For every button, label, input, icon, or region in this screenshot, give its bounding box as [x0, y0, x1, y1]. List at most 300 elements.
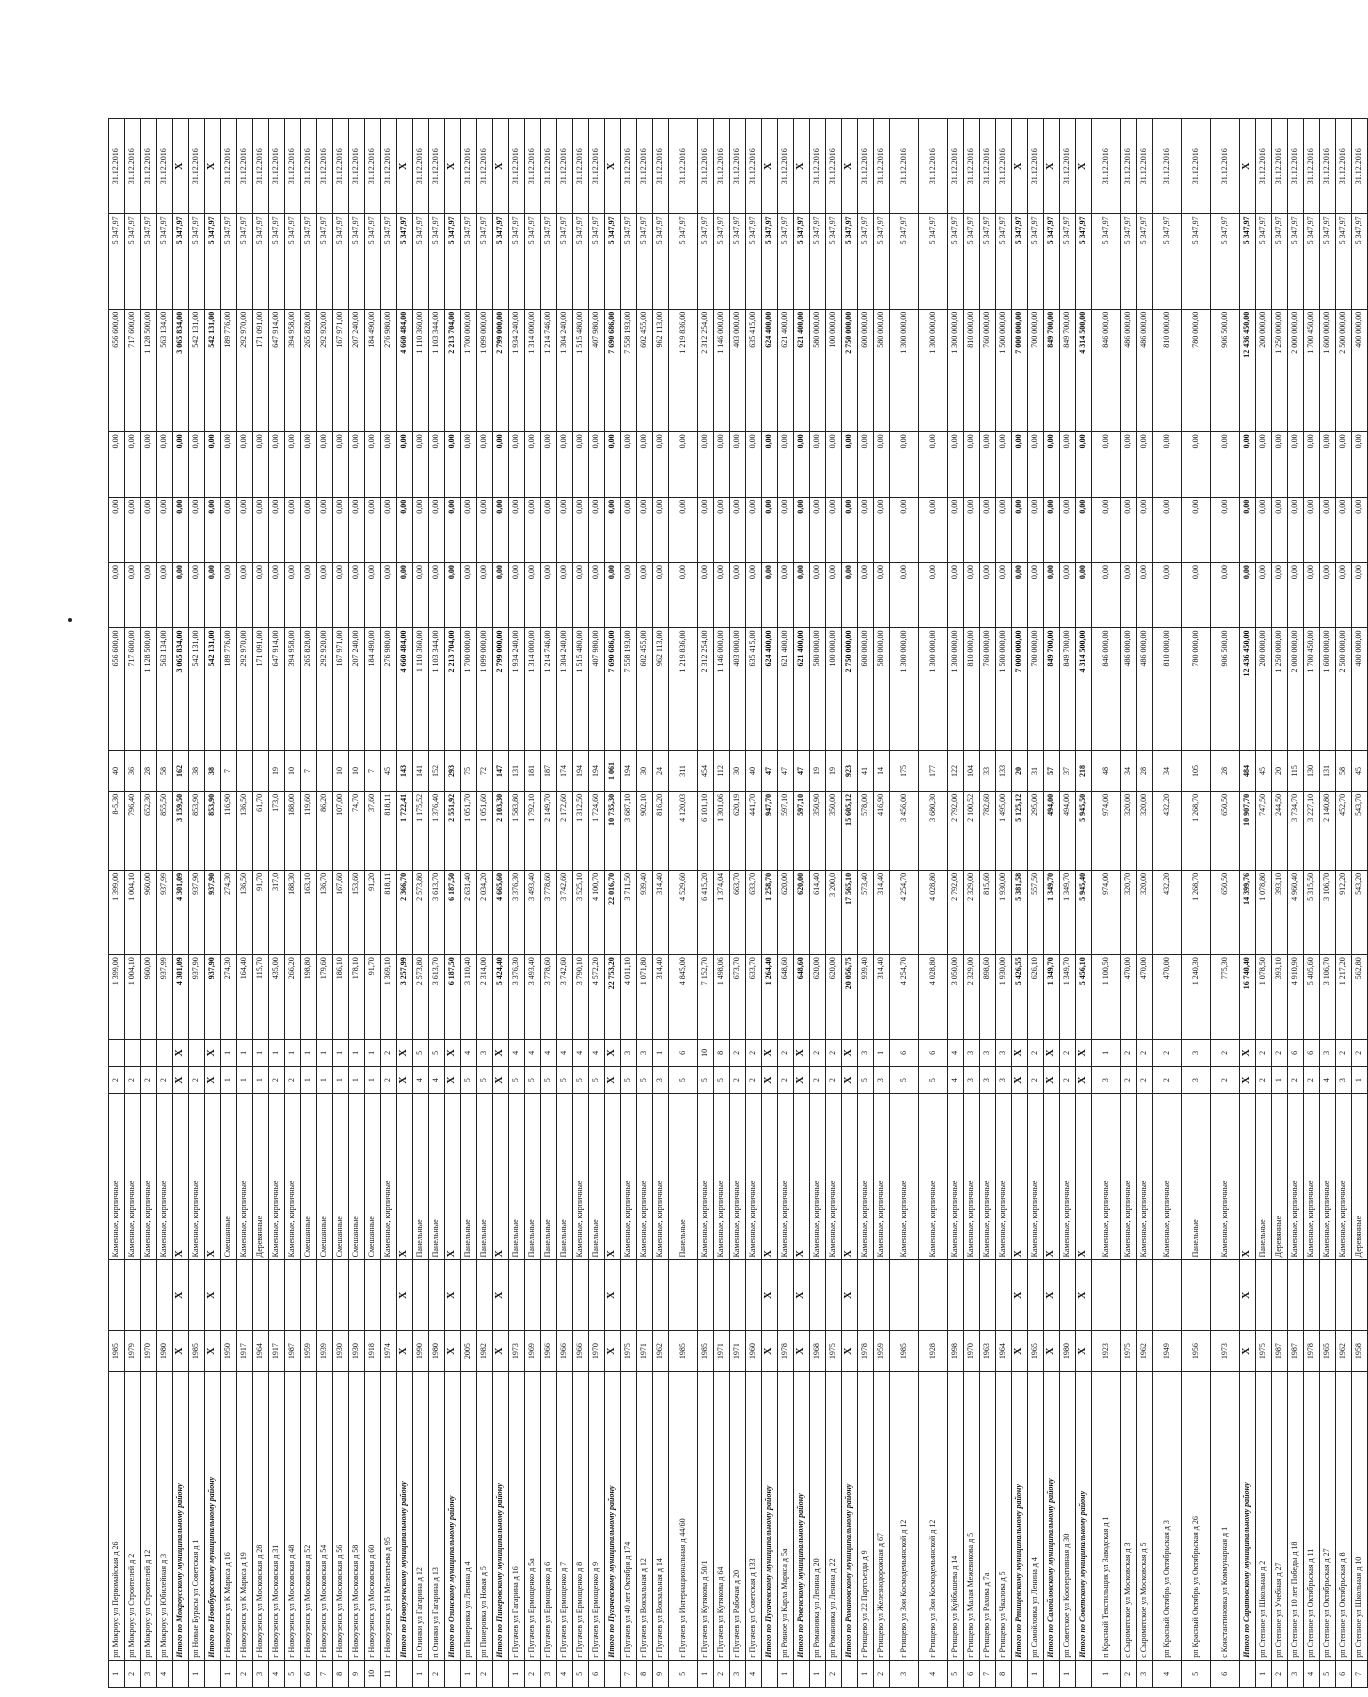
deadline-cell: 31.12.2016 [637, 119, 653, 214]
fund-cell: 0,00 [141, 563, 157, 628]
deadline-cell: 31.12.2016 [237, 119, 253, 214]
specific-cost-cell: 5 347,97 [653, 214, 669, 309]
table-row [1028, 119, 1044, 1688]
cost-cell: 563 134,00 [157, 628, 173, 751]
fund3-cell: 0,00 [253, 432, 269, 497]
year-cell: 1966 [573, 1331, 589, 1372]
year-cell: 1962 [653, 1331, 669, 1372]
specific-cost-cell: 5 347,97 [445, 214, 461, 309]
row-number: 4 [1153, 1660, 1182, 1687]
year-cell: 1962 [1336, 1331, 1352, 1372]
total-cost-cell: 1 934 240,00 [509, 309, 525, 432]
fund2-cell: 0,00 [1304, 497, 1320, 562]
house-type-cell [890, 1260, 919, 1331]
individual-area-cell: 37,60 [365, 791, 381, 870]
wall-material-cell: Каменные, кирпичные [730, 1094, 746, 1260]
year-cell: 1980 [1060, 1331, 1076, 1372]
year-cell: 1960 [746, 1331, 762, 1372]
wall-material-cell: X [397, 1094, 413, 1260]
entrances-cell: 2 [1352, 1039, 1368, 1066]
year-cell: 1923 [1092, 1331, 1121, 1372]
fund3-cell: 0,00 [285, 432, 301, 497]
fund3-cell: 0,00 [794, 432, 810, 497]
residents-cell: 104 [964, 751, 980, 792]
house-type-cell [189, 1260, 205, 1331]
fund3-cell: 0,00 [1288, 432, 1304, 497]
total-cost-cell: 1 250 000,00 [1272, 309, 1288, 432]
living-area-cell: 14 399,76 [1240, 870, 1256, 954]
residents-cell: 45 [381, 751, 397, 792]
row-number: 4 [919, 1660, 948, 1687]
table-row [141, 119, 157, 1688]
house-type-cell: X [762, 1260, 778, 1331]
cost-cell: 2 500 000,00 [1336, 628, 1352, 751]
wall-material-cell: Каменные, кирпичные [1211, 1094, 1240, 1260]
cost-cell: 189 776,00 [221, 628, 237, 751]
table-row [1320, 119, 1336, 1688]
fund-cell: 0,00 [1211, 563, 1240, 628]
fund3-cell: 0,00 [778, 432, 794, 497]
house-type-cell [125, 1260, 141, 1331]
living-area-cell: 663,70 [730, 870, 746, 954]
individual-area-cell: 2 140,80 [1320, 791, 1336, 870]
residents-cell: 38 [189, 751, 205, 792]
house-type-cell [980, 1260, 996, 1331]
total-area-cell: 3 376,30 [509, 955, 525, 1039]
residents-cell: 57 [1044, 751, 1060, 792]
wall-material-cell: Панельные [589, 1094, 605, 1260]
deadline-cell: 31.12.2016 [413, 119, 429, 214]
total-cost-cell: 1 099 000,00 [477, 309, 493, 432]
entrances-cell: 1 [365, 1039, 381, 1066]
total-area-cell: 2 329,00 [964, 955, 980, 1039]
wall-material-cell: Панельные [1182, 1094, 1211, 1260]
wall-material-cell: Каменные, кирпичные [189, 1094, 205, 1260]
fund-cell: 0,00 [919, 563, 948, 628]
deadline-cell: 31.12.2016 [1288, 119, 1304, 214]
total-area-cell: 626,10 [1028, 955, 1044, 1039]
specific-cost-cell: 5 347,97 [237, 214, 253, 309]
cost-cell: 580 000,00 [874, 628, 890, 751]
specific-cost-cell: 5 347,97 [349, 214, 365, 309]
wall-material-cell: Каменные, кирпичные [996, 1094, 1012, 1260]
specific-cost-cell: 5 347,97 [509, 214, 525, 309]
wall-material-cell: Панельные [557, 1094, 573, 1260]
deadline-cell: 31.12.2016 [317, 119, 333, 214]
house-type-cell [1060, 1260, 1076, 1331]
wall-material-cell: X [762, 1094, 778, 1260]
entrances-cell: 1 [253, 1039, 269, 1066]
individual-area-cell: 620,19 [730, 791, 746, 870]
fund3-cell: 0,00 [1092, 432, 1121, 497]
cost-cell: 602 455,00 [637, 628, 653, 751]
fund-cell: 0,00 [714, 563, 730, 628]
living-area-cell: 22 016,70 [605, 870, 621, 954]
wall-material-cell: Каменные, кирпичные [141, 1094, 157, 1260]
total-area-cell: 937,99 [157, 955, 173, 1039]
floors-cell: 5 [714, 1066, 730, 1093]
address-cell: г Новоузенск ул Московская д 60 [365, 1372, 381, 1661]
table-row [1092, 119, 1121, 1688]
row-number: 6 [1211, 1660, 1240, 1687]
living-area-cell: 1 349,70 [1060, 870, 1076, 954]
floors-cell: 2 [826, 1066, 842, 1093]
individual-area-cell: 1 792,10 [525, 791, 541, 870]
living-area-cell: 818,11 [381, 870, 397, 954]
year-cell: 1966 [557, 1331, 573, 1372]
deadline-cell: 31.12.2016 [557, 119, 573, 214]
floors-cell: 2 [381, 1066, 397, 1093]
row-number: 3 [1137, 1660, 1153, 1687]
year-cell: 1985 [698, 1331, 714, 1372]
total-area-cell: 4 845,00 [669, 955, 698, 1039]
residents-cell: 47 [762, 751, 778, 792]
fund2-cell: 0,00 [1352, 497, 1368, 562]
total-cost-cell: 621 400,00 [794, 309, 810, 432]
living-area-cell: 5 315,50 [1304, 870, 1320, 954]
table-row [509, 119, 525, 1688]
fund2-cell: 0,00 [125, 497, 141, 562]
total-cost-cell: 167 971,00 [333, 309, 349, 432]
wall-material-cell: Каменные, кирпичные [746, 1094, 762, 1260]
specific-cost-cell: 5 347,97 [125, 214, 141, 309]
cost-cell: 403 000,00 [730, 628, 746, 751]
address-cell: с Сыромятское ул Московская д 3 [1121, 1372, 1137, 1661]
fund2-cell: 0,00 [605, 497, 621, 562]
total-cost-cell: 1 500 000,00 [996, 309, 1012, 432]
fund2-cell: 0,00 [842, 497, 858, 562]
cost-cell: 1 700 450,00 [1304, 628, 1320, 751]
fund2-cell: 0,00 [205, 497, 221, 562]
fund2-cell: 0,00 [890, 497, 919, 562]
floors-cell: X [493, 1066, 509, 1093]
year-cell: 1970 [141, 1331, 157, 1372]
cost-cell: 1 110 360,00 [413, 628, 429, 751]
entrances-cell: 1 [237, 1039, 253, 1066]
floors-cell: 2 [810, 1066, 826, 1093]
entrances-cell: 2 [1028, 1039, 1044, 1066]
house-type-cell [461, 1260, 477, 1331]
specific-cost-cell: 5 347,97 [157, 214, 173, 309]
fund-cell: 0,00 [794, 563, 810, 628]
residents-cell: 36 [125, 751, 141, 792]
total-cost-cell: 171 091,00 [253, 309, 269, 432]
row-number: 9 [653, 1660, 669, 1687]
fund2-cell: 0,00 [1060, 497, 1076, 562]
address-cell: г Пугачев ул Кутякова д 64 [714, 1372, 730, 1661]
deadline-cell: X [605, 119, 621, 214]
table-row [698, 119, 714, 1688]
house-type-cell [157, 1260, 173, 1331]
living-area-cell: 432,20 [1153, 870, 1182, 954]
residents-cell: 293 [445, 751, 461, 792]
fund2-cell: 0,00 [1137, 497, 1153, 562]
row-number: 1 [461, 1660, 477, 1687]
entrances-cell: X [445, 1039, 461, 1066]
floors-cell: 2 [1028, 1066, 1044, 1093]
fund3-cell: 0,00 [653, 432, 669, 497]
living-area-cell: 5 945,40 [1076, 870, 1092, 954]
fund-cell: 0,00 [1076, 563, 1092, 628]
row-number: 1 [109, 1660, 125, 1687]
living-area-cell: 2 034,20 [477, 870, 493, 954]
total-area-cell: 775,30 [1211, 955, 1240, 1039]
cost-cell: 184 490,00 [365, 628, 381, 751]
fund-cell: 0,00 [205, 563, 221, 628]
fund-cell: 0,00 [189, 563, 205, 628]
floors-cell: 2 [269, 1066, 285, 1093]
house-type-cell [1028, 1260, 1044, 1331]
residents-cell: 311 [669, 751, 698, 792]
cost-cell: 171 091,00 [253, 628, 269, 751]
wall-material-cell: X [493, 1094, 509, 1260]
total-cost-cell: 2 213 704,00 [445, 309, 461, 432]
floors-cell: 2 [1153, 1066, 1182, 1093]
total-cost-cell: 621 400,00 [778, 309, 794, 432]
house-type-cell [1304, 1260, 1320, 1331]
fund2-cell: 0,00 [477, 497, 493, 562]
address-cell: Итого по Ртищевскому муниципальному району [1012, 1372, 1028, 1661]
total-area-cell: 4 011,10 [621, 955, 637, 1039]
living-area-cell: 650,50 [1211, 870, 1240, 954]
fund2-cell: 0,00 [221, 497, 237, 562]
entrances-cell: 5 [429, 1039, 445, 1066]
wall-material-cell: Каменные, кирпичные [1304, 1094, 1320, 1260]
deadline-cell: 31.12.2016 [365, 119, 381, 214]
fund3-cell: 0,00 [605, 432, 621, 497]
residents-cell: 147 [493, 751, 509, 792]
living-area-cell: 1 078,80 [1256, 870, 1272, 954]
total-area-cell: 3 790,10 [573, 955, 589, 1039]
wall-material-cell: Каменные, кирпичные [1092, 1094, 1121, 1260]
rotated-page [108, 118, 1364, 1688]
wall-material-cell: Каменные, кирпичные [858, 1094, 874, 1260]
deadline-cell: 31.12.2016 [1272, 119, 1288, 214]
living-area-cell: 6 187,50 [445, 870, 461, 954]
table-row [890, 119, 919, 1688]
fund2-cell: 0,00 [157, 497, 173, 562]
entrances-cell: 6 [669, 1039, 698, 1066]
individual-area-cell: 452,70 [1336, 791, 1352, 870]
total-area-cell: 198,80 [301, 955, 317, 1039]
address-cell: рп Новые Бурасы ул Советская д 1 [189, 1372, 205, 1661]
wall-material-cell: Каменные, кирпичные [826, 1094, 842, 1260]
house-type-cell [349, 1260, 365, 1331]
entrances-cell: 1 [333, 1039, 349, 1066]
floors-cell: 2 [1137, 1066, 1153, 1093]
table-row [1137, 119, 1153, 1688]
year-cell: 1968 [810, 1331, 826, 1372]
fund2-cell: 0,00 [1092, 497, 1121, 562]
specific-cost-cell: 5 347,97 [557, 214, 573, 309]
address-cell: г Пугачев ул Гагарина д 16 [509, 1372, 525, 1661]
fund3-cell: 0,00 [477, 432, 493, 497]
residents-cell [317, 751, 333, 792]
entrances-cell: 4 [525, 1039, 541, 1066]
total-cost-cell: 1 219 836,00 [669, 309, 698, 432]
table-row [980, 119, 996, 1688]
floors-cell: 1 [365, 1066, 381, 1093]
address-cell: г Новоузенск ул Московская д 52 [301, 1372, 317, 1661]
individual-area-cell: 818,11 [381, 791, 397, 870]
table-row [948, 119, 964, 1688]
fund-cell: 0,00 [746, 563, 762, 628]
address-cell: Итого по Самойловскому муниципальному району [1044, 1372, 1060, 1661]
deadline-cell: 31.12.2016 [157, 119, 173, 214]
fund3-cell: 0,00 [269, 432, 285, 497]
specific-cost-cell: 5 347,97 [269, 214, 285, 309]
cost-cell: 200 000,00 [1256, 628, 1272, 751]
wall-material-cell: X [173, 1094, 189, 1260]
residents-cell: 10 [285, 751, 301, 792]
total-cost-cell: 207 240,00 [349, 309, 365, 432]
entrances-cell: 2 [1336, 1039, 1352, 1066]
address-cell: рп Романовка ул Ленина д 20 [810, 1372, 826, 1661]
individual-area-cell: 947,70 [762, 791, 778, 870]
residents-cell: 72 [477, 751, 493, 792]
house-type-cell [1121, 1260, 1137, 1331]
house-type-cell [996, 1260, 1012, 1331]
floors-cell: 2 [125, 1066, 141, 1093]
individual-area-cell: 1 312,50 [573, 791, 589, 870]
living-area-cell: 4 960,40 [1288, 870, 1304, 954]
residents-cell: 923 [842, 751, 858, 792]
wall-material-cell: Смешанные [221, 1094, 237, 1260]
house-type-cell [509, 1260, 525, 1331]
wall-material-cell: Каменные, кирпичные [1137, 1094, 1153, 1260]
deadline-cell: 31.12.2016 [1137, 119, 1153, 214]
deadline-cell: 31.12.2016 [919, 119, 948, 214]
cost-cell: 780 000,00 [1182, 628, 1211, 751]
total-area-cell: 1 498,06 [714, 955, 730, 1039]
deadline-cell: 31.12.2016 [1121, 119, 1137, 214]
row-number [1240, 1660, 1256, 1687]
deadline-cell: 31.12.2016 [746, 119, 762, 214]
row-number: 5 [669, 1660, 698, 1687]
address-cell: рп Мокроус ул Юбилейная д 3 [157, 1372, 173, 1661]
individual-area-cell: 1 495,00 [996, 791, 1012, 870]
deadline-cell: 31.12.2016 [964, 119, 980, 214]
living-area-cell: 620,00 [778, 870, 794, 954]
entrances-cell: 2 [1272, 1039, 1288, 1066]
row-number: 7 [317, 1660, 333, 1687]
specific-cost-cell: 5 347,97 [589, 214, 605, 309]
living-area-cell: 314,40 [874, 870, 890, 954]
residents-cell: 34 [1121, 751, 1137, 792]
total-area-cell: 6 187,50 [445, 955, 461, 1039]
residents-cell: 115 [1288, 751, 1304, 792]
year-cell: 1973 [1211, 1331, 1240, 1372]
total-cost-cell: 906 500,00 [1211, 309, 1240, 432]
total-cost-cell: 486 000,00 [1121, 309, 1137, 432]
deadline-cell: 31.12.2016 [333, 119, 349, 214]
address-cell: Итого по Советскому муниципальному району [1076, 1372, 1092, 1661]
table-row [919, 119, 948, 1688]
living-area-cell: 4 301,09 [173, 870, 189, 954]
living-area-cell: 3 711,50 [621, 870, 637, 954]
total-cost-cell: 1 700 000,00 [461, 309, 477, 432]
row-number [493, 1660, 509, 1687]
floors-cell: 3 [653, 1066, 669, 1093]
fund-cell: 0,00 [477, 563, 493, 628]
individual-area-cell: 1 051,70 [461, 791, 477, 870]
fund-cell: 0,00 [1153, 563, 1182, 628]
table-row [253, 119, 269, 1688]
fund-cell: 0,00 [1240, 563, 1256, 628]
house-type-cell [141, 1260, 157, 1331]
fund-cell: 0,00 [1182, 563, 1211, 628]
fund3-cell: 0,00 [762, 432, 778, 497]
cost-cell: 810 000,00 [964, 628, 980, 751]
floors-cell: X [794, 1066, 810, 1093]
entrances-cell: 4 [573, 1039, 589, 1066]
deadline-cell: 31.12.2016 [1028, 119, 1044, 214]
address-cell: рп Мокроус ул Строителей д 2 [125, 1372, 141, 1661]
table-row [1352, 119, 1368, 1688]
total-area-cell: 470,00 [1153, 955, 1182, 1039]
fund-cell: 0,00 [429, 563, 445, 628]
fund2-cell: 0,00 [1272, 497, 1288, 562]
address-cell: г Новоузенск ул Московская д 56 [333, 1372, 349, 1661]
floors-cell: 2 [1121, 1066, 1137, 1093]
floors-cell: 3 [980, 1066, 996, 1093]
wall-material-cell: Каменные, кирпичные [573, 1094, 589, 1260]
address-cell: Итого по Пугачевскому муниципальному району [605, 1372, 621, 1661]
deadline-cell: X [397, 119, 413, 214]
fund3-cell: 0,00 [397, 432, 413, 497]
subtotal-row [205, 119, 221, 1688]
residents-cell: 47 [778, 751, 794, 792]
individual-area-cell: 320,00 [1137, 791, 1153, 870]
total-area-cell: 3 742,60 [557, 955, 573, 1039]
total-area-cell: 620,00 [810, 955, 826, 1039]
total-area-cell: 314,40 [653, 955, 669, 1039]
residents-cell: 194 [621, 751, 637, 792]
row-number: 3 [730, 1660, 746, 1687]
living-area-cell: 2 631,40 [461, 870, 477, 954]
fund3-cell: 0,00 [429, 432, 445, 497]
wall-material-cell: Смешанные [301, 1094, 317, 1260]
house-type-cell [525, 1260, 541, 1331]
row-number: 5 [573, 1660, 589, 1687]
floors-cell: 4 [413, 1066, 429, 1093]
cost-cell: 1 103 344,00 [429, 628, 445, 751]
specific-cost-cell: 5 347,97 [1060, 214, 1076, 309]
total-area-cell: 937,90 [205, 955, 221, 1039]
individual-area-cell: 853,90 [205, 791, 221, 870]
total-cost-cell: 1 304 240,00 [557, 309, 573, 432]
specific-cost-cell: 5 347,97 [109, 214, 125, 309]
entrances-cell: 2 [1060, 1039, 1076, 1066]
living-area-cell: 1 349,70 [1044, 870, 1060, 954]
entrances-cell: 3 [477, 1039, 493, 1066]
year-cell: 1958 [1352, 1331, 1368, 1372]
residents-cell: 48 [1092, 751, 1121, 792]
individual-area-cell: 3 456,00 [890, 791, 919, 870]
subtotal-row [445, 119, 461, 1688]
row-number: 3 [541, 1660, 557, 1687]
living-area-cell: 573,40 [858, 870, 874, 954]
deadline-cell: 31.12.2016 [541, 119, 557, 214]
cost-cell: 4 660 484,00 [397, 628, 413, 751]
table-row [301, 119, 317, 1688]
specific-cost-cell: 5 347,97 [605, 214, 621, 309]
address-cell: г Новоузенск ул Московская д 48 [285, 1372, 301, 1661]
fund-cell: 0,00 [333, 563, 349, 628]
row-number: 3 [1288, 1660, 1304, 1687]
row-number [173, 1660, 189, 1687]
deadline-cell: 31.12.2016 [253, 119, 269, 214]
